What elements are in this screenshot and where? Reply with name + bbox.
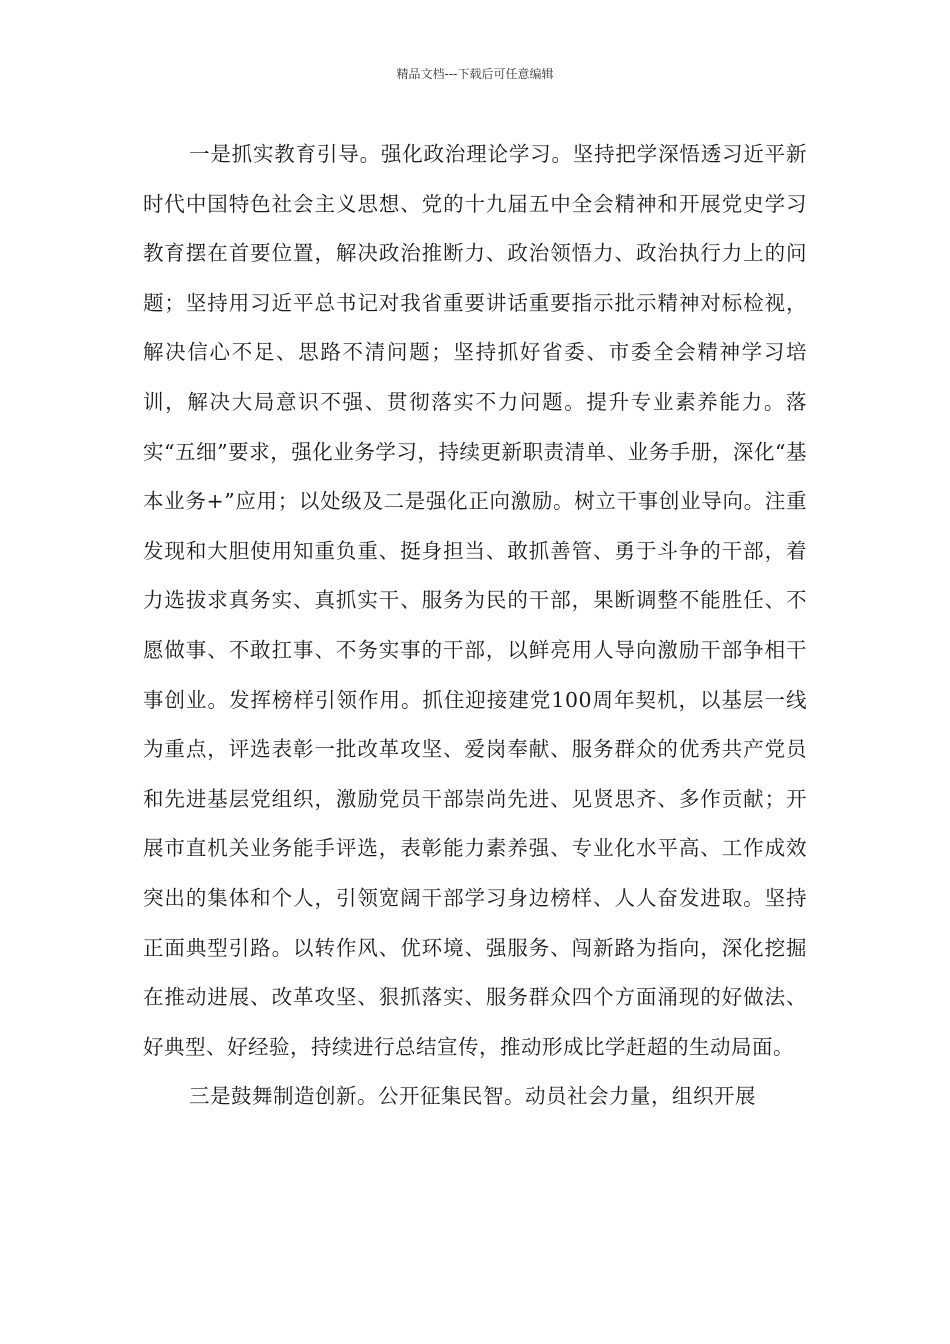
paragraph-1: 一是抓实教育引导。强化政治理论学习。坚持把学深悟透习近平新时代中国特色社会主义思想、党的十九届五中全会精神和开展党史学习教育摆在首要位置，解决政治推断力、政治领悟力、政治执行力上的问题；坚持用习近平总书记对我省重要讲话重要指示批示精神对标检视，解决信心不足、思路不清问题；坚持抓好省委、市委全会精神学习培训，解决大局意识不强、贯彻落实不力问题。提升专业素养能力。落实“五细”要求，强化业务学习，持续更新职责清单、业务手册，深化“基本业务+”应用；以处级及二是强化正向激励。树立干事创业导向。注重发现和大胆使用知重负重、挺身担当、敢抓善管、勇于斗争的干部，着力选拔求真务实、真抓实干、服务为民的干部，果断调整不能胜任、不愿做事、不敢扛事、不务实事的干部，以鲜亮用人导向激励干部争相干事创业。发挥榜样引领作用。抓住迎接建党100周年契机，以基层一线为重点，评选表彰一批改革攻坚、爱岗奉献、服务群众的优秀共产党员和先进基层党组织，激励党员干部崇尚先进、见贤思齐、多作贡献；开展市直机关业务能手评选，表彰能力素养强、专业化水平高、工作成效突出的集体和个人，引领宽阔干部学习身边榜样、人人奋发进取。坚持正面典型引路。以转作风、优环境、强服务、闯新路为指向，深化挖掘在推动进展、改革攻坚、狠抓落实、服务群众四个方面涌现的好做法、好典型、好经验，持续进行总结宣传，推动形成比学赶超的生动局面。: [143, 142, 807, 1059]
page-header: 精品文档---下载后可任意编辑: [396, 67, 554, 81]
document-body: [143, 130, 807, 1122]
paragraph-2: 三是鼓舞制造创新。公开征集民智。动员社会力量，组织开展: [189, 1084, 756, 1109]
